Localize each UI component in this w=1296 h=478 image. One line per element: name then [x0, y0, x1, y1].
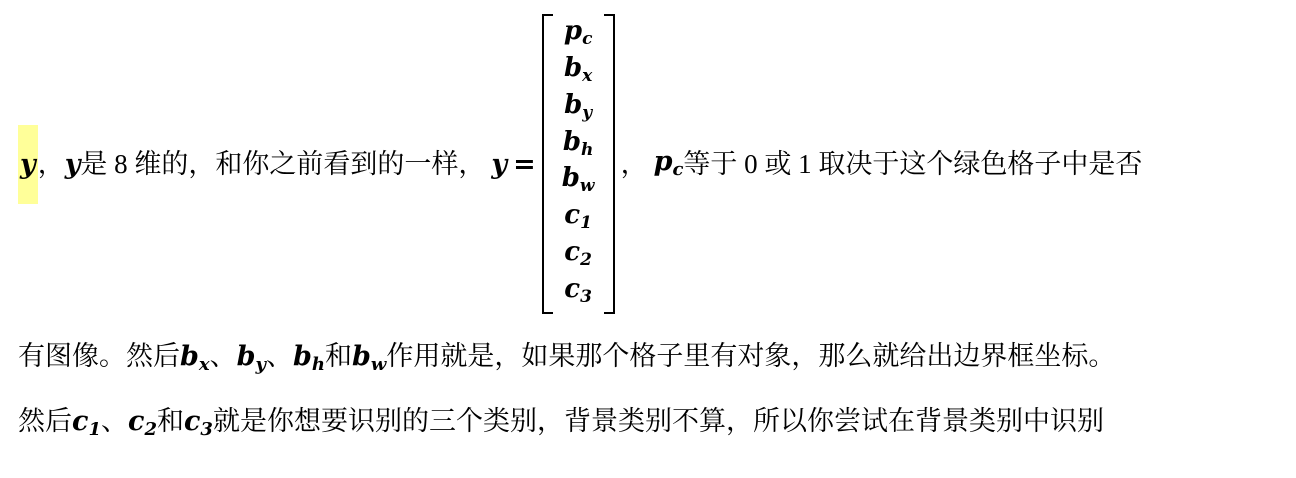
- inline-variable-c2: $c_2$: [127, 406, 157, 441]
- matrix-row: $c_3$: [564, 273, 592, 307]
- paragraph-2-text-b: 作用就是，如果那个格子里有对象，那么就给出边界框坐标。: [386, 341, 1116, 371]
- separator: 和: [324, 341, 352, 371]
- matrix-row: $c_1$: [564, 200, 592, 233]
- column-vector-matrix: [542, 14, 615, 314]
- paragraph-3-text-a: 然后: [18, 406, 72, 436]
- inline-variable-c1: $c_1$: [72, 406, 101, 441]
- matrix-left-bracket: [542, 14, 556, 314]
- matrix-row: $p_c$: [563, 16, 593, 49]
- matrix-row: $b_h$: [562, 126, 594, 160]
- paragraph-2-text-a: 有图像。然后: [18, 341, 180, 371]
- paragraph-2: [18, 340, 1115, 376]
- inline-variable-bx: $b_x$: [180, 341, 210, 376]
- separator: 、: [209, 341, 237, 371]
- equation-equals-sign: =: [513, 148, 536, 180]
- inline-variable-c3: $c_3$: [183, 406, 213, 441]
- paragraph-3-text-b: 就是你想要识别的三个类别，背景类别不算，所以你尝试在背景类别中识别: [212, 406, 1104, 436]
- paragraph-1-comma-2: ，: [620, 148, 648, 179]
- separator: 、: [100, 406, 128, 436]
- paragraph-3: [18, 405, 1104, 441]
- equation-lhs-y: y: [491, 148, 508, 180]
- matrix-right-bracket: [601, 14, 615, 314]
- inline-variable-by: $b_y$: [236, 341, 266, 376]
- highlighted-variable-y: y: [18, 125, 38, 204]
- matrix-column: [556, 14, 601, 314]
- paragraph-1-text-a: 是 8 维的，和你之前看到的一样，: [80, 148, 486, 179]
- paragraph-1-text-b: 等于 0 或 1 取决于这个绿色格子中是否: [683, 148, 1143, 179]
- paragraph-with-matrix: [18, 14, 1278, 314]
- inline-variable-bw: $b_w$: [351, 341, 387, 376]
- separator: 、: [265, 341, 293, 371]
- matrix-row: $c_2$: [564, 237, 592, 270]
- inline-variable-pc: $p_c$: [653, 146, 684, 181]
- inline-variable-bh: $b_h$: [292, 341, 325, 376]
- matrix-row: $b_w$: [561, 163, 595, 197]
- matrix-row: $b_y$: [564, 89, 593, 123]
- matrix-row: $b_x$: [563, 52, 593, 86]
- separator: 和: [156, 406, 184, 436]
- inline-variable-y: y: [64, 148, 81, 180]
- paragraph-1-comma: ，: [37, 148, 65, 179]
